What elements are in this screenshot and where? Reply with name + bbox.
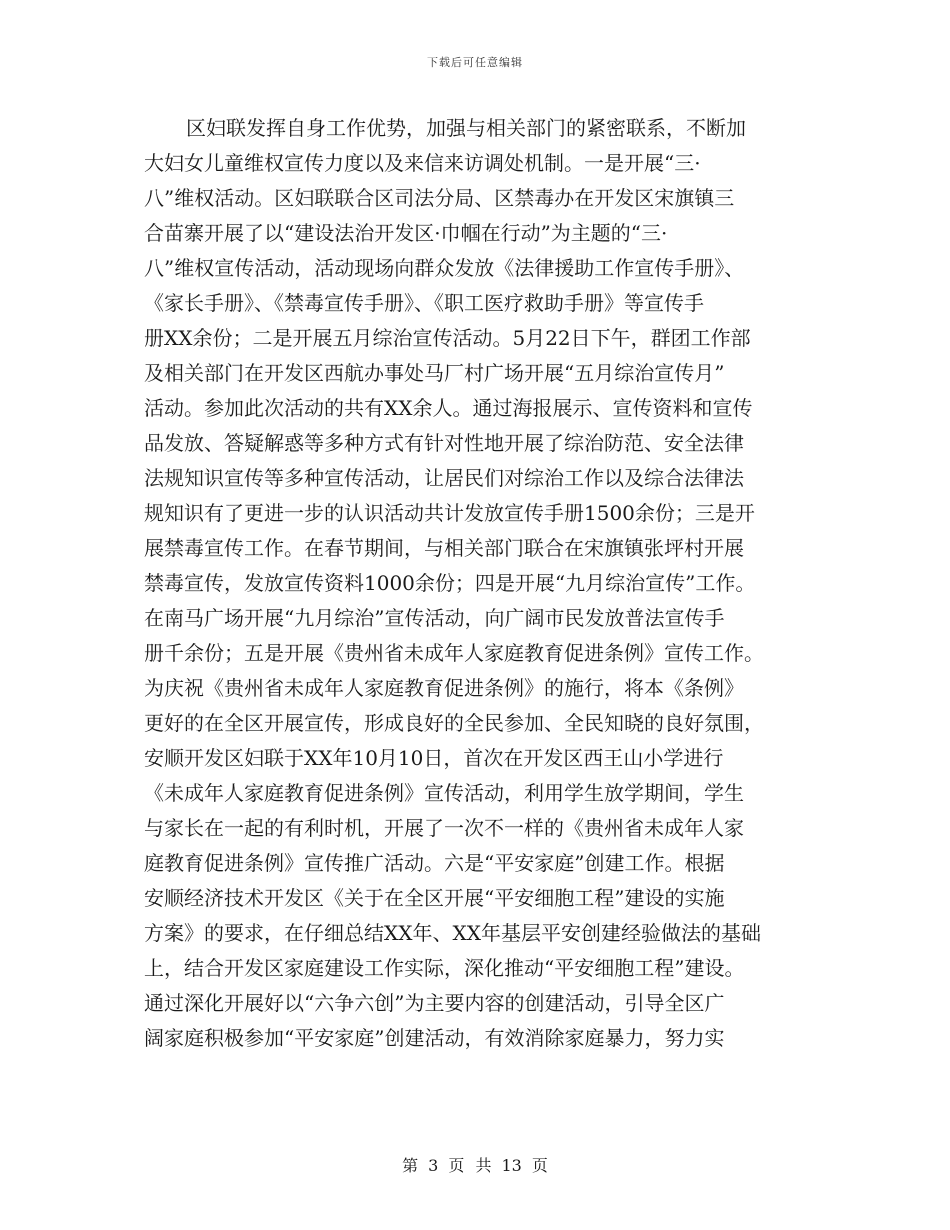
footer-prefix: 第 xyxy=(402,1156,419,1175)
text-line: 及相关部门在开发区西航办事处马厂村广场开展“五月综治宣传月” xyxy=(144,361,725,385)
text-line: 方案》的要求，在仔细总结XX年、XX年基层平安创建经验做法的基础 xyxy=(144,921,761,945)
text-line: 册千余份；五是开展《贵州省未成年人家庭教育促进条例》宣传工作。 xyxy=(144,641,764,665)
footer-suffix: 页 xyxy=(531,1156,548,1175)
text-line: 《未成年人家庭教育促进条例》宣传活动，利用学生放学期间，学生 xyxy=(144,781,744,805)
text-line: 八”维权活动。区妇联联合区司法分局、区禁毒办在开发区宋旗镇三 xyxy=(144,186,735,210)
text-line: 上，结合开发区家庭建设工作实际，深化推动“平安细胞工程”建设。 xyxy=(144,956,745,980)
page-total: 13 xyxy=(501,1156,522,1175)
text-line: 展禁毒宣传工作。在春节期间，与相关部门联合在宋旗镇张坪村开展 xyxy=(144,536,744,560)
text-line: 通过深化开展好以“六争六创”为主要内容的创建活动，引导全区广 xyxy=(144,991,725,1015)
text-line: 品发放、答疑解惑等多种方式有针对性地开展了综治防范、安全法律 xyxy=(144,431,744,455)
text-line: 八”维权宣传活动，活动现场向群众发放《法律援助工作宣传手册》、 xyxy=(144,256,745,280)
text-line: 规知识有了更进一步的认识活动共计发放宣传手册1500余份；三是开 xyxy=(144,501,755,525)
text-line: 为庆祝《贵州省未成年人家庭教育促进条例》的施行，将本《条例》 xyxy=(144,676,744,700)
body-text xyxy=(144,111,816,1056)
text-line: 区妇联发挥自身工作优势，加强与相关部门的紧密联系，不断加 xyxy=(186,116,746,140)
text-line: 册XX余份；二是开展五月综治宣传活动。5月22日下午，群团工作部 xyxy=(144,326,751,350)
text-line: 合苗寨开展了以“建设法治开发区·巾帼在行动”为主题的“三· xyxy=(144,221,668,245)
text-line: 法规知识宣传等多种宣传活动，让居民们对综治工作以及综合法律法 xyxy=(144,466,744,490)
text-line: 《家长手册》、《禁毒宣传手册》、《职工医疗救助手册》等宣传手 xyxy=(144,291,704,315)
text-line: 在南马广场开展“九月综治”宣传活动，向广阔市民发放普法宣传手 xyxy=(144,606,725,630)
footer-middle: 页 共 xyxy=(448,1156,492,1175)
text-line: 禁毒宣传，发放宣传资料1000余份；四是开展“九月综治宣传”工作。 xyxy=(144,571,756,595)
text-line: 更好的在全区开展宣传，形成良好的全民参加、全民知晓的良好氛围， xyxy=(144,711,764,735)
text-line: 阔家庭积极参加“平安家庭”创建活动，有效消除家庭暴力，努力实 xyxy=(144,1026,725,1050)
text-line: 庭教育促进条例》宣传推广活动。六是“平安家庭”创建工作。根据 xyxy=(144,851,725,875)
text-line: 活动。参加此次活动的共有XX余人。通过海报展示、宣传资料和宣传 xyxy=(144,396,753,420)
text-line: 大妇女儿童维权宣传力度以及来信来访调处机制。一是开展“三· xyxy=(144,151,701,175)
text-line: 与家长在一起的有利时机，开展了一次不一样的《贵州省未成年人家 xyxy=(144,816,744,840)
page-header: 下载后可任意编辑 xyxy=(427,56,523,69)
text-line: 安顺开发区妇联于XX年10月10日，首次在开发区西王山小学进行 xyxy=(144,746,724,770)
text-line: 安顺经济技术开发区《关于在全区开展“平安细胞工程”建设的实施 xyxy=(144,886,725,910)
page-number: 3 xyxy=(428,1156,439,1175)
page-footer xyxy=(0,1153,950,1176)
